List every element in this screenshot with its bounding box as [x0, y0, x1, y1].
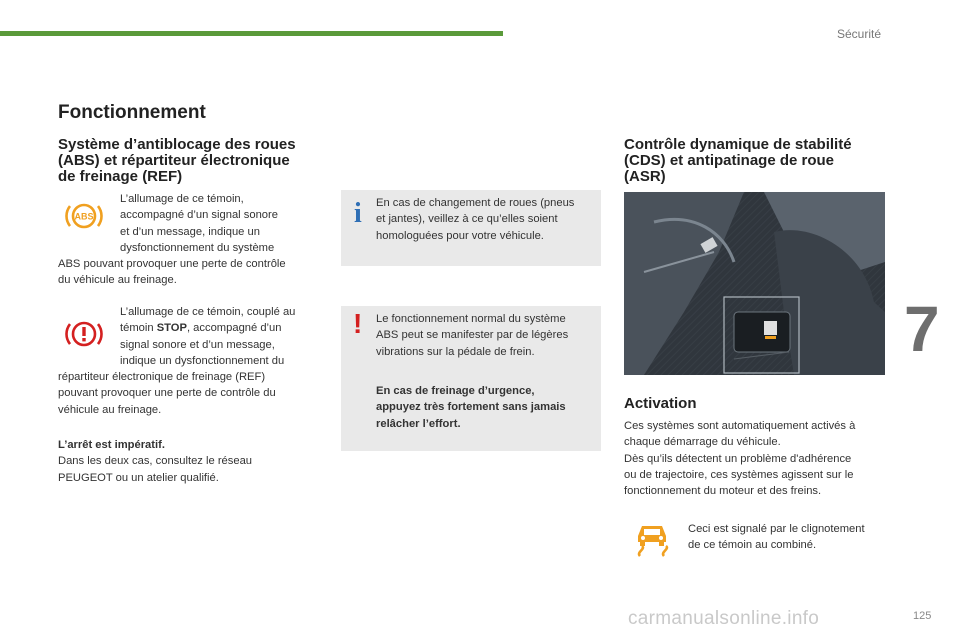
warning-note-bold-text: En cas de freinage d’urgence, appuyez très fortement sans jamais relâcher l’effort.: [376, 385, 566, 430]
page-number: 125: [913, 610, 932, 622]
warning-icon: !: [353, 308, 363, 339]
abs-warning-icon: [64, 199, 104, 238]
ref-text-indented: L’allumage de ce témoin, couplé au témoin STOP, accompagné d’un signal sonore et d’un message, indique un dysfonctionnement du: [120, 306, 296, 367]
page-title: Fonctionnement: [58, 102, 206, 123]
info-note-text: En cas de changement de roues (pneus et jantes), veillez à ce qu’elles soient homologuées pour votre véhicule.: [376, 197, 575, 242]
brake-warning-icon: [64, 317, 104, 356]
ref-text-full: répartiteur électronique de freinage (REF) pouvant provoquer une perte de contrôle du véhicule au freinage.: [58, 371, 276, 416]
cds-text: Ceci est signalé par le clignotement de ce témoin au combiné.: [688, 523, 865, 552]
abs-text-indented: L’allumage de ce témoin, accompagné d’un signal sonore et d’un message, indique un dysfonctionnement du système: [120, 193, 278, 254]
svg-text:ABS: ABS: [74, 211, 94, 222]
chapter-color-bar: [0, 31, 503, 36]
chapter-number: 7: [904, 293, 940, 365]
stability-control-icon: [632, 520, 672, 563]
section-label: Sécurité: [837, 27, 882, 41]
dashboard-photo: [624, 192, 885, 375]
abs-text-full: ABS pouvant provoquer une perte de contrôle du véhicule au freinage.: [58, 258, 286, 287]
cds-heading: Contrôle dynamique de stabilité (CDS) et antipatinage de roue (ASR): [624, 136, 852, 185]
warning-note-text: Le fonctionnement normal du système ABS peut se manifester par de légères vibrations sur la pédale de frein.: [376, 313, 569, 358]
imperative-text: L’arrêt est impératif. Dans les deux cas, consultez le réseau PEUGEOT ou un atelier qualifié.: [58, 439, 253, 484]
activation-heading: Activation: [624, 395, 697, 412]
watermark: carmanualsonline.info: [628, 608, 820, 629]
info-icon: i: [354, 198, 362, 229]
warning-note-box: [341, 306, 601, 451]
activation-text: Ces systèmes sont automatiquement activés à chaque démarrage du véhicule. Dès qu’ils détectent un problème d'adhérence ou de trajectoire, ces systèmes agissent sur le fonctionnement du moteur et des freins.: [624, 420, 856, 498]
info-note-box: [341, 190, 601, 266]
abs-heading: Système d’antiblocage des roues (ABS) et répartiteur électronique de freinage (REF): [58, 136, 296, 185]
